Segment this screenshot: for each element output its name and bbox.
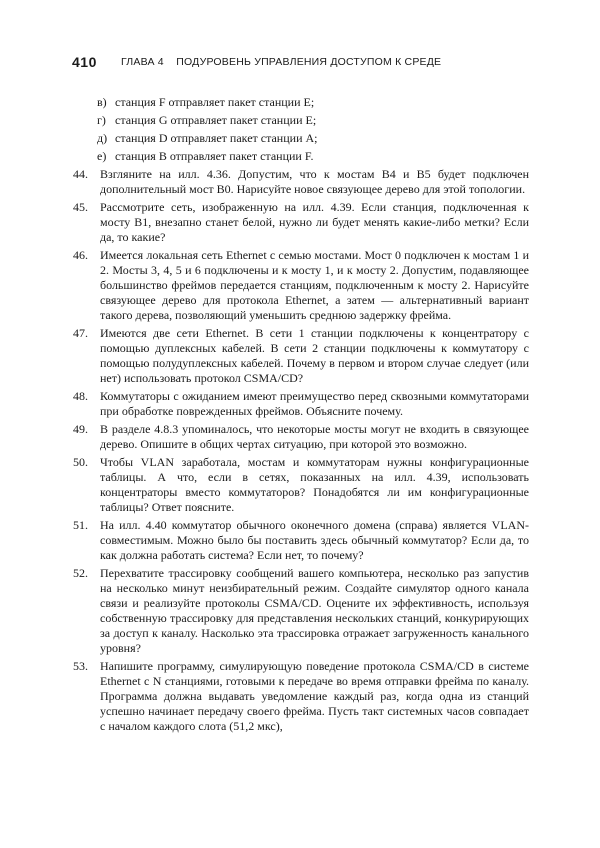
exercise-48: 48. Коммутаторы с ожиданием имеют преимущество перед сквозными коммутаторами при обработке поврежденных фреймов. Объясните почему.	[73, 389, 529, 418]
exercise-50: 50. Чтобы VLAN заработала, мостам и коммутаторам нужны конфигурационные таблицы. А что, если в сетях, показанных на илл. 4.39, использовать концентраторы вместо коммутаторов? Понадобятся ли им конфигурационные таблицы? Ответ поясните.	[73, 455, 529, 514]
list-item: г) станция G отправляет пакет станции E;	[97, 113, 317, 127]
exercise-44: 44. Взгляните на илл. 4.36. Допустим, что к мостам B4 и B5 будет подключен дополнительный мост B0. Нарисуйте новое связующее дерево для этой топологии.	[73, 167, 529, 196]
exercise-49: 49. В разделе 4.8.3 упоминалось, что некоторые мосты могут не входить в связующее дерево. Опишите в общих чертах ситуацию, при которой это возможно.	[73, 422, 529, 451]
list-item: е) станция B отправляет пакет станции F.	[97, 149, 314, 163]
exercise-list	[73, 95, 529, 734]
list-item: в) станция F отправляет пакет станции E;	[97, 95, 315, 109]
page-number: 410	[72, 54, 97, 70]
chapter-title: ГЛАВА 4 ПОДУРОВЕНЬ УПРАВЛЕНИЯ ДОСТУПОМ К СРЕДЕ	[121, 56, 442, 68]
exercise-45: 45. Рассмотрите сеть, изображенную на илл. 4.39. Если станция, подключенная к мосту B1, внезапно станет белой, нужно ли будет менять какие-либо метки? Если да, то какие?	[73, 200, 529, 244]
exercise-47: 47. Имеются две сети Ethernet. В сети 1 станции подключены к концентратору с помощью дуплексных кабелей. В сети 2 станции подключены к коммутатору с помощью полудуплексных кабелей. Почему в первом и втором случае следует (или нет) использовать протокол CSMA/CD?	[73, 326, 529, 385]
list-item: д) станция D отправляет пакет станции A;	[97, 131, 318, 145]
exercise-53: 53. Напишите программу, симулирующую поведение протокола CSMA/CD в системе Ethernet с N станциями, готовыми к передаче во время отправки фрейма по каналу. Программа должна выдавать уведомление каждый раз, когда одна из станций успешно начинает передачу своего фрейма. Пусть такт системных часов совпадает с началом каждого слота (51,2 мкс),	[73, 659, 529, 733]
exercise-46: 46. Имеется локальная сеть Ethernet с семью мостами. Мост 0 подключен к мостам 1 и 2. Мосты 3, 4, 5 и 6 подключены и к мосту 1, и к мосту 2. Допустим, подавляющее большинство фреймов передается станциям, подключенным к мосту 2. Нарисуйте связующее дерево для протокола Ethernet, а затем — альтернативный вариант такого дерева, позволяющий уменьшить среднюю задержку фрейма.	[73, 248, 529, 322]
page-header	[72, 54, 542, 74]
exercise-51: 51. На илл. 4.40 коммутатор обычного оконечного домена (справа) является VLAN-совместимым. Можно было бы поставить здесь обычный коммутатор? Если да, то как должна работать система? Если нет, то почему?	[73, 518, 529, 562]
exercise-52: 52. Перехватите трассировку сообщений вашего компьютера, несколько раз запустив на несколько минут неизбирательный режим. Создайте симулятор одного канала связи и реализуйте протоколы CSMA/CD. Оцените их эффективность, используя собственную трассировку для представления нескольких станций, конкурирующих за доступ к каналу. Насколько эта трассировка отражает загруженность канального уровня?	[73, 566, 529, 655]
